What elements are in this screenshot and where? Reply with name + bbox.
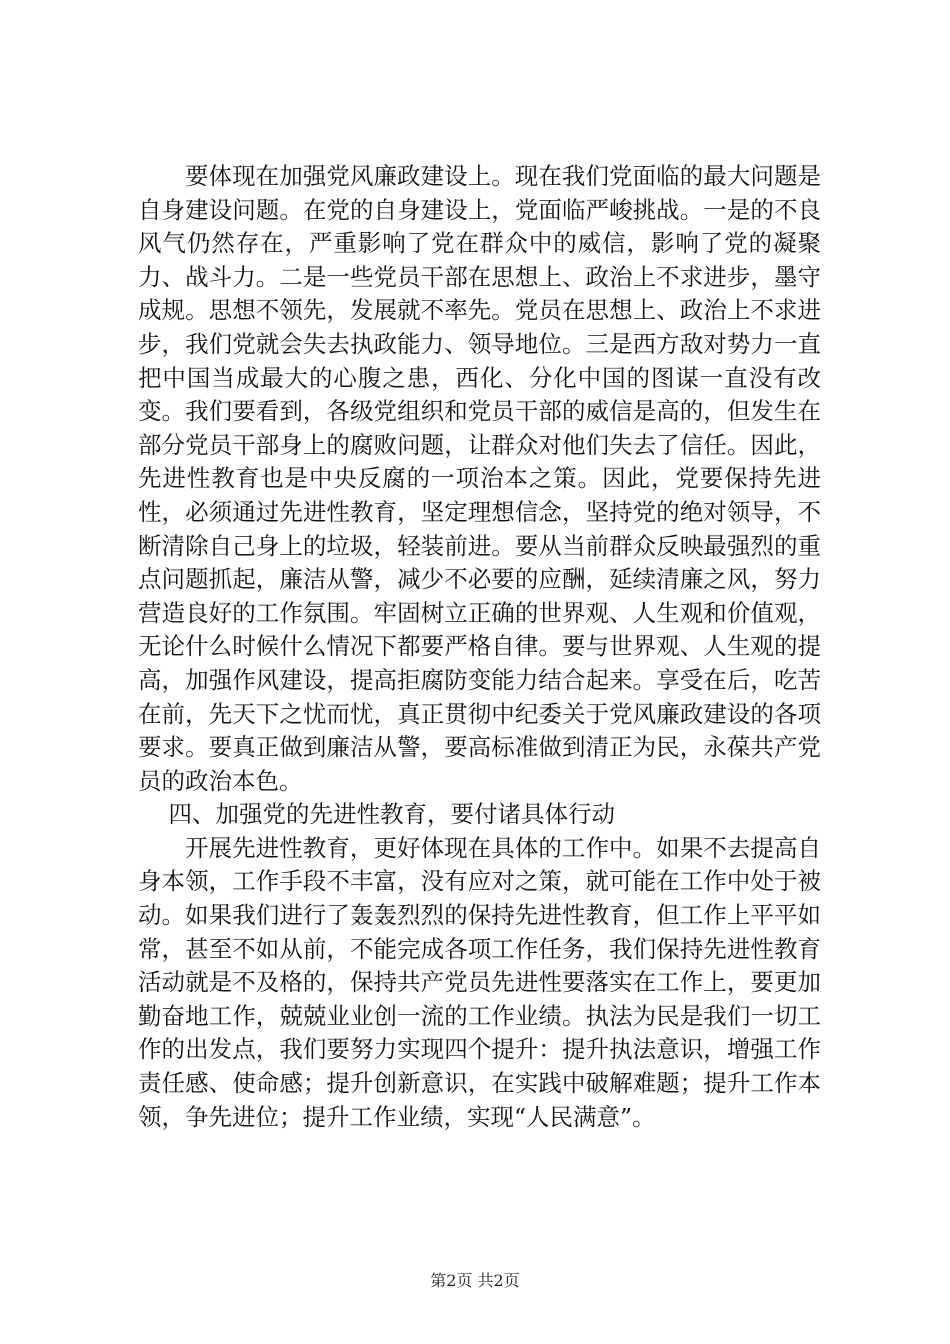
- page-number: 第2页: [430, 1271, 473, 1290]
- paragraph-1: 要体现在加强党风廉政建设上。现在我们党面临的最大问题是自身建设问题。在党的自身建设上，党面临严峻挑战。一是的不良风气仍然存在，严重影响了党在群众中的威信，影响了党的凝聚力、战斗力。二是一些党员干部在思想上、政治上不求进步，墨守成规。思想不领先，发展就不率先。党员在思想上、政治上不求进步，我们党就会失去执政能力、领导地位。三是西方敌对势力一直把中国当成最大的心腹之患，西化、分化中国的图谋一直没有改变。我们要看到，各级党组织和党员干部的威信是高的，但发生在部分党员干部身上的腐败问题，让群众对他们失去了信任。因此，先进性教育也是中央反腐的一项治本之策。因此，党要保持先进性，必须通过先进性教育，坚定理想信念，坚持党的绝对领导，不断清除自己身上的垃圾，轻装前进。要从当前群众反映最强烈的重点问题抓起，廉洁从警，减少不必要的应酬，延续清廉之风，努力营造良好的工作氛围。牢固树立正确的世界观、人生观和价值观，无论什么时候什么情况下都要严格自律。要与世界观、人生观的提高，加强作风建设，提高拒腐防变能力结合起来。享受在后，吃苦在前，先天下之忧而忧，真正贯彻中纪委关于党风廉政建设的各项要求。要真正做到廉洁从警，要高标准做到清正为民，永葆共产党员的政治本色。: [138, 162, 821, 795]
- document-body: [138, 160, 821, 1134]
- page-total: 共2页: [477, 1271, 520, 1290]
- section-heading: 四、加强党的先进性教育，要付诸具体行动: [168, 800, 616, 829]
- paragraph-2: 开展先进性教育，更好体现在具体的工作中。如果不去提高自身本领，工作手段不丰富，没有应对之策，就可能在工作中处于被动。如果我们进行了轰轰烈烈的保持先进性教育，但工作上平平如常，甚至不如从前，不能完成各项工作任务，我们保持先进性教育活动就是不及格的，保持共产党员先进性要落实在工作上，要更加勤奋地工作，兢兢业业创一流的工作业绩。执法为民是我们一切工作的出发点，我们要努力实现四个提升：提升执法意识，增强工作责任感、使命感；提升创新意识，在实践中破解难题；提升工作本领，争先进位；提升工作业绩，实现“人民满意”。: [138, 833, 821, 1131]
- page-footer: [0, 1268, 950, 1291]
